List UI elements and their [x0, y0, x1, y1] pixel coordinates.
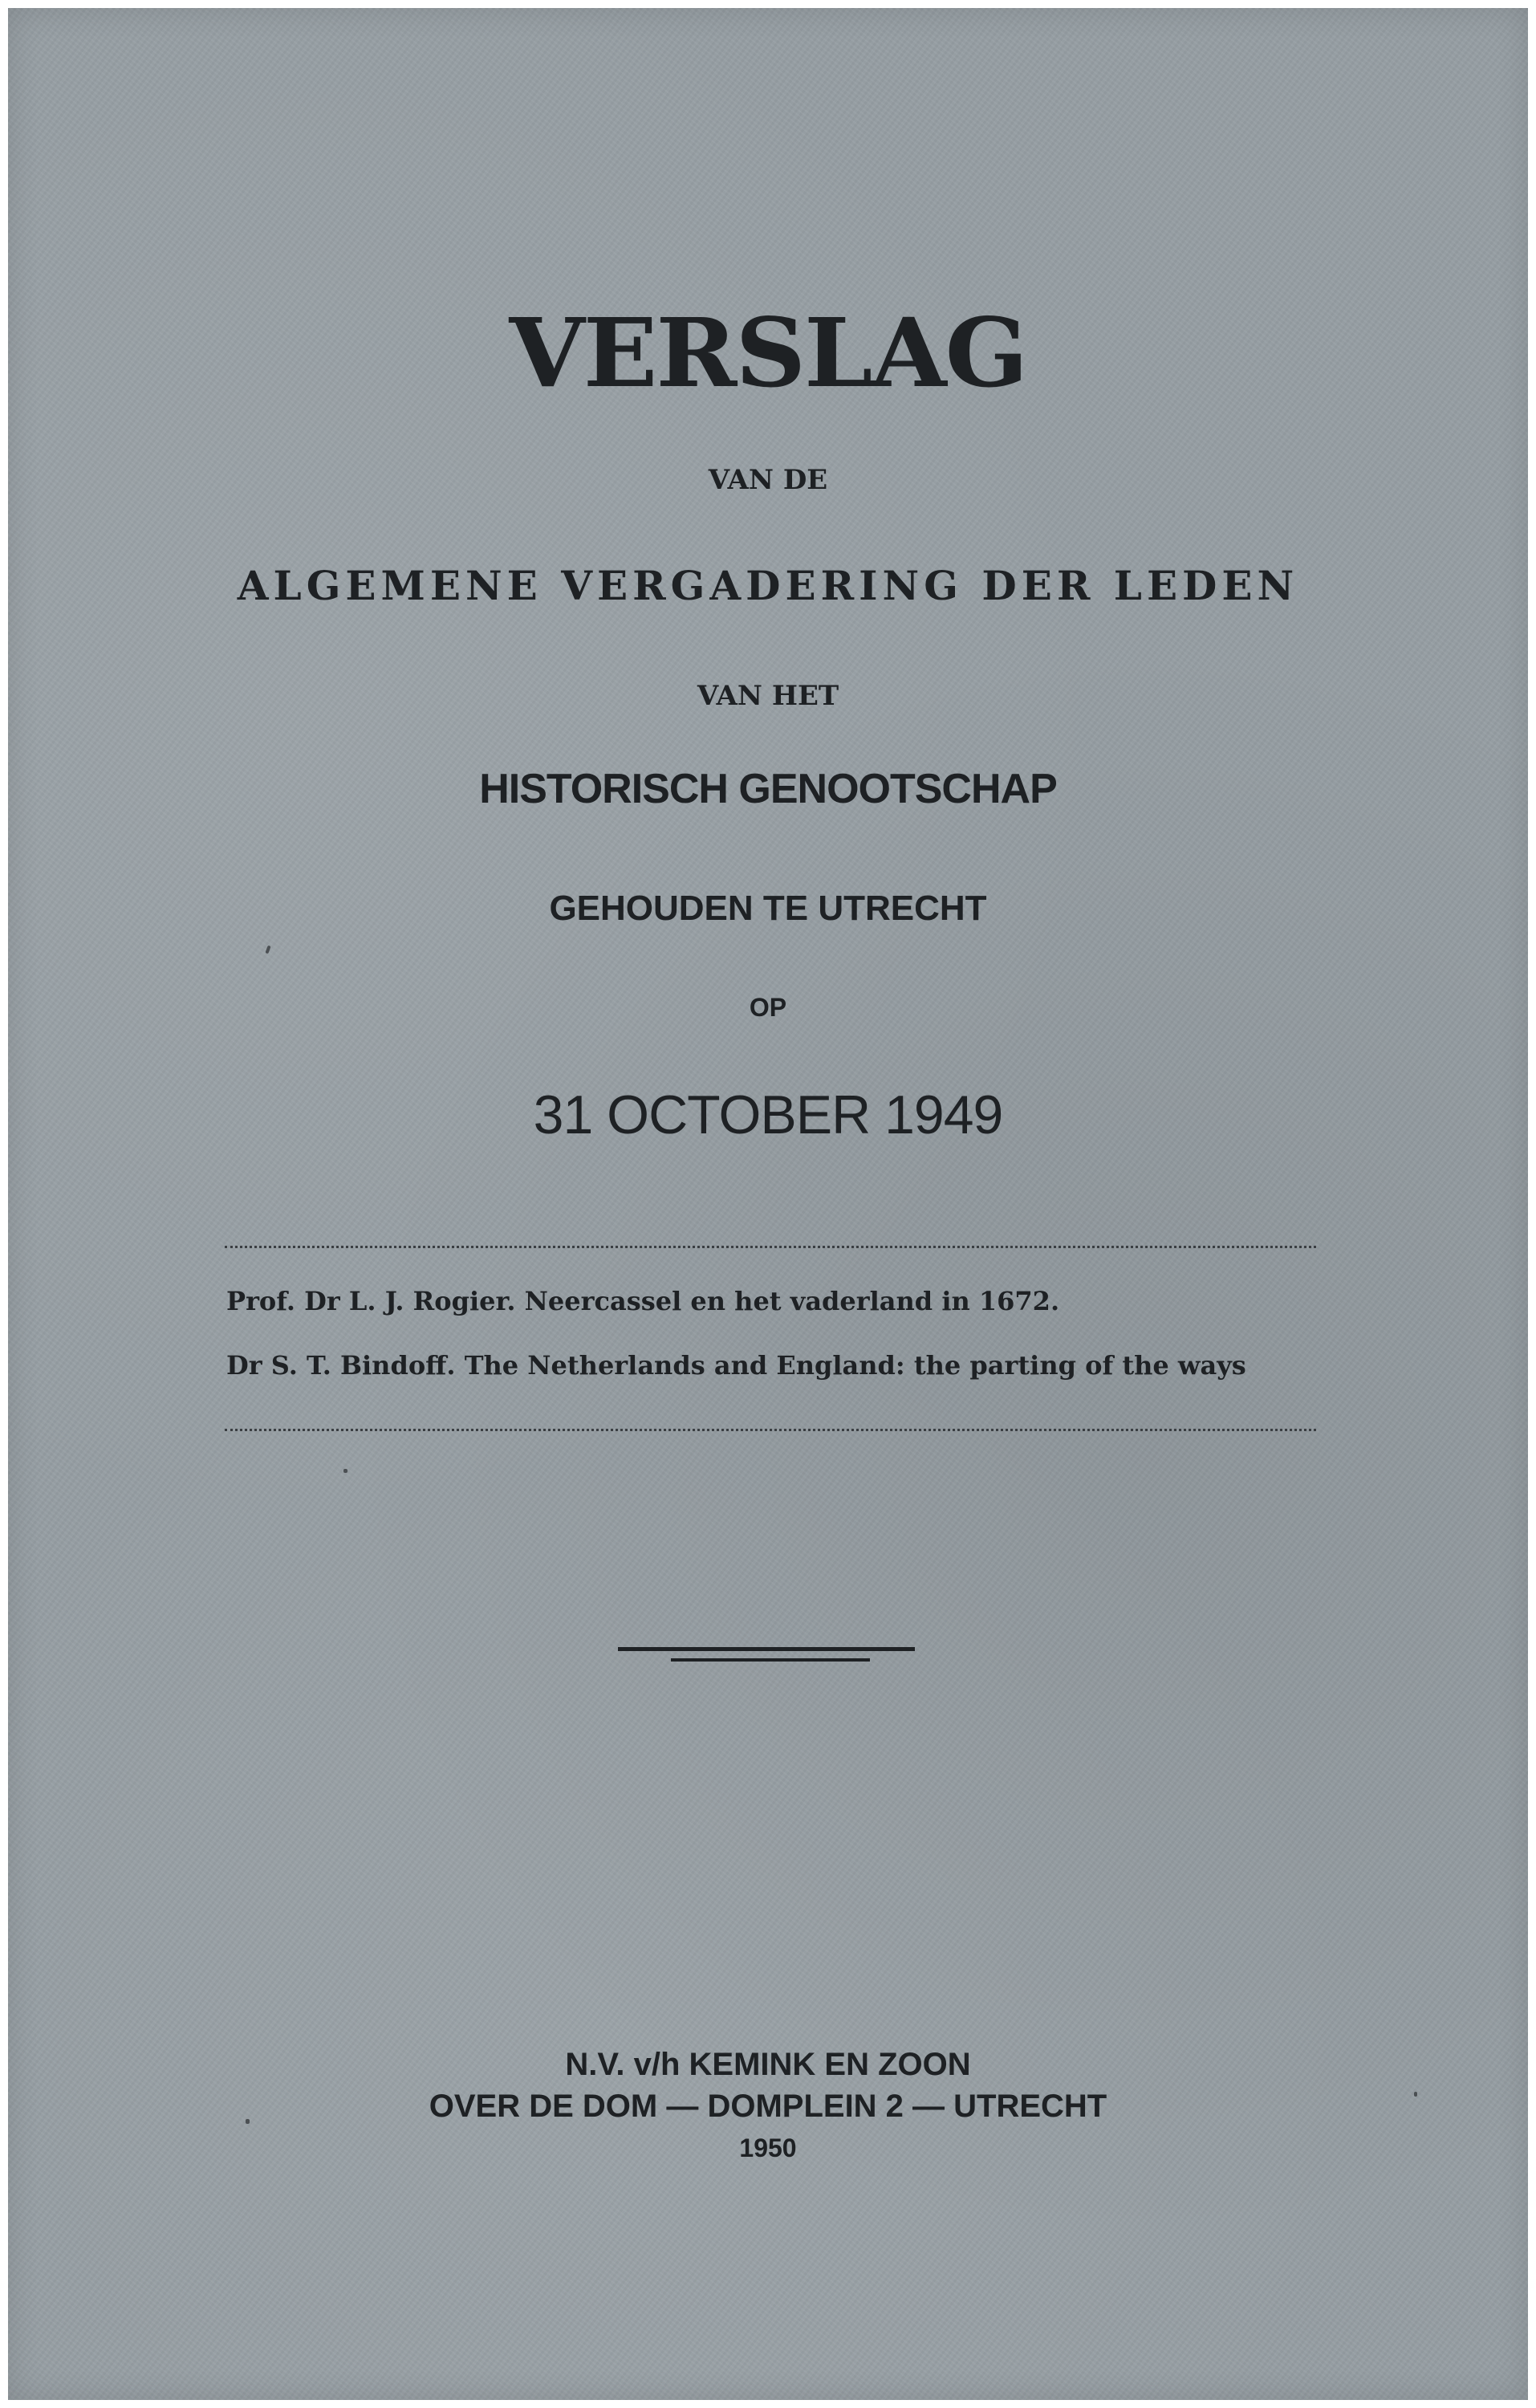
paper-speck — [343, 1469, 347, 1473]
paper-speck — [246, 2119, 250, 2124]
contents-item-rogier: Prof. Dr L. J. Rogier. Neercassel en het vaderland in 1672. — [226, 1286, 1060, 1316]
contents-item-bindoff: Dr S. T. Bindoff. The Netherlands and England: the parting of the ways — [226, 1350, 1246, 1381]
on-word: OP — [749, 993, 787, 1022]
dotted-divider-top — [225, 1246, 1316, 1248]
subtitle-van-de: VAN DE — [708, 464, 828, 496]
dotted-divider-bottom — [225, 1429, 1316, 1431]
society-name: HISTORISCH GENOOTSCHAP — [479, 766, 1057, 812]
publication-year: 1950 — [739, 2133, 797, 2162]
paper-speck — [1414, 2092, 1417, 2097]
ornament-rule-long — [618, 1647, 915, 1651]
book-cover — [8, 8, 1528, 2400]
assembly-heading: ALGEMENE VERGADERING DER LEDEN — [237, 562, 1299, 609]
subtitle-van-het: VAN HET — [697, 680, 839, 712]
ornament-rule-short — [671, 1658, 870, 1662]
held-at-line: GEHOUDEN TE UTRECHT — [549, 889, 987, 928]
cover-title: VERSLAG — [509, 297, 1027, 409]
meeting-date: 31 OCTOBER 1949 — [533, 1084, 1003, 1145]
publisher-name: N.V. v/h KEMINK EN ZOON — [565, 2047, 971, 2082]
publisher-address: OVER DE DOM — DOMPLEIN 2 — UTRECHT — [429, 2089, 1107, 2124]
paper-speck — [265, 946, 270, 954]
